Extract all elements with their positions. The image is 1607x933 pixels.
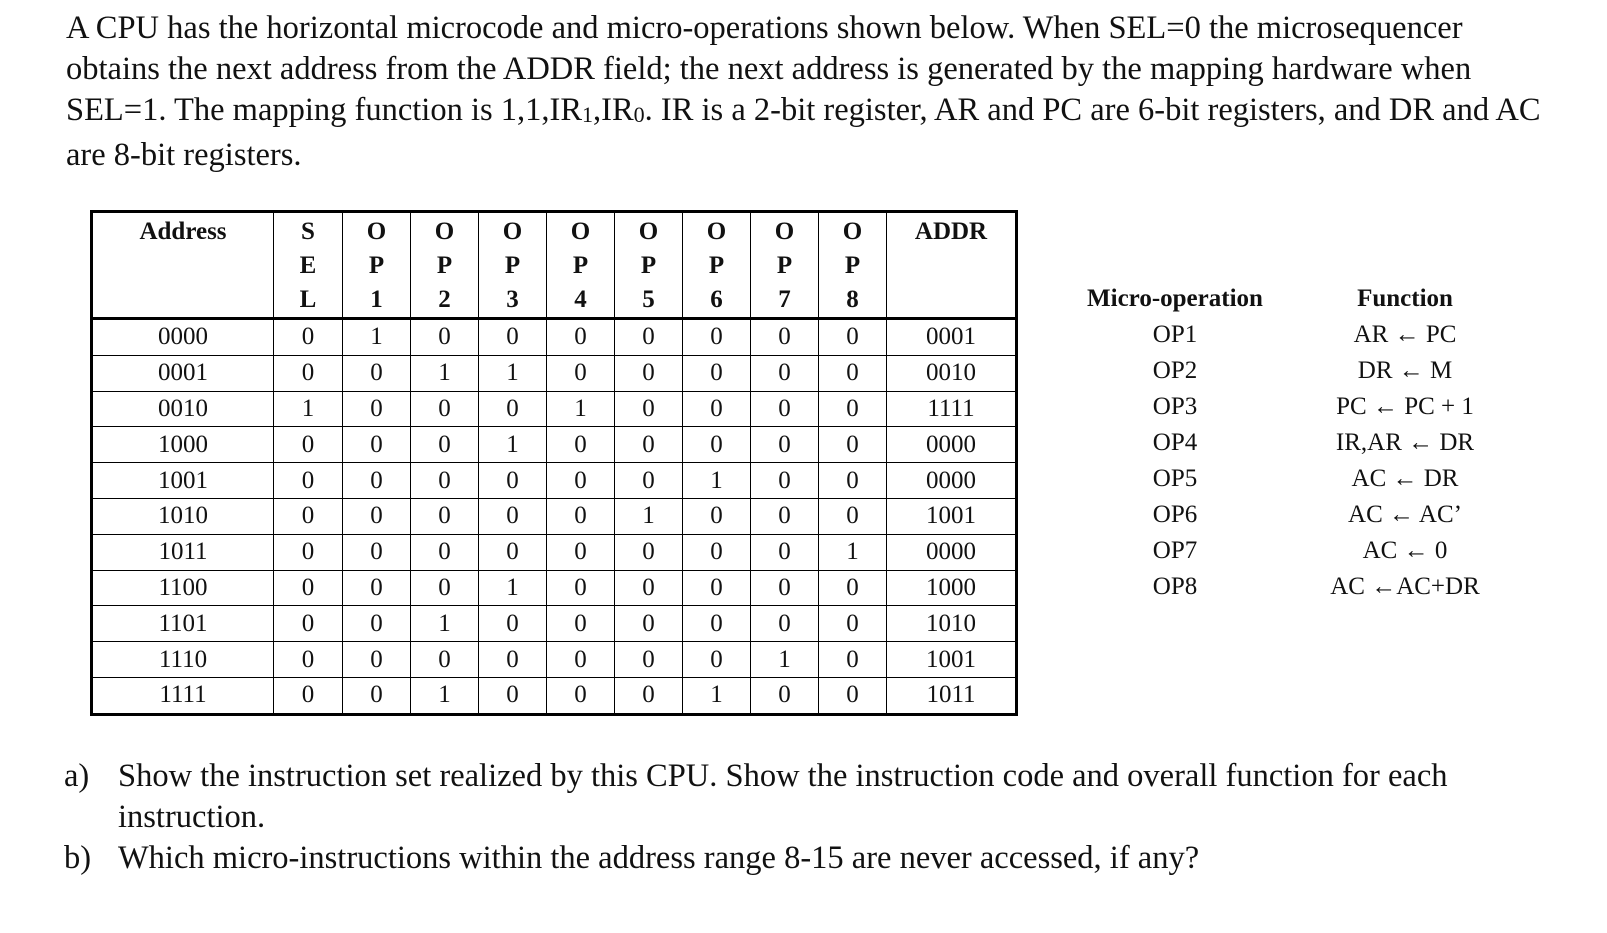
- op-bit-cell: 0: [343, 427, 411, 463]
- micro-operation-function: AC ← DR: [1351, 465, 1459, 492]
- micro-operation-name: OP2: [1152, 357, 1198, 384]
- op-header-number: 2: [438, 286, 451, 313]
- op4-header: [547, 212, 615, 319]
- microcode-table: [90, 210, 1018, 716]
- op-bit-cell: 0: [411, 391, 479, 427]
- micro-operation-name: OP6: [1152, 501, 1198, 528]
- op-bit-cell: 0: [751, 677, 819, 714]
- op-bit-cell: 0: [547, 319, 615, 356]
- address-cell: 1101: [92, 606, 274, 642]
- sel-cell: 0: [274, 498, 343, 534]
- op-bit-cell: 0: [683, 427, 751, 463]
- op-bit-cell: 0: [411, 319, 479, 356]
- micro-operation-name: OP8: [1152, 573, 1198, 600]
- micro-operation-row: [1068, 317, 1528, 353]
- op-bit-cell: 0: [615, 355, 683, 391]
- op-bit-cell: 0: [751, 534, 819, 570]
- op-bit-cell: 0: [683, 534, 751, 570]
- op-bit-cell: 0: [411, 534, 479, 570]
- op-bit-cell: 1: [683, 677, 751, 714]
- op-bit-cell: 0: [547, 642, 615, 678]
- ir1-subscript: 1: [582, 102, 594, 127]
- op-bit-cell: 0: [683, 498, 751, 534]
- op-header-number: 4: [574, 286, 587, 313]
- op-header-number: 7: [778, 286, 791, 313]
- op-bit-cell: 0: [479, 391, 547, 427]
- op-bit-cell: 0: [819, 570, 887, 606]
- address-cell: 0010: [92, 391, 274, 427]
- op-bit-cell: 0: [615, 534, 683, 570]
- op-bit-cell: 0: [751, 319, 819, 356]
- address-cell: 1010: [92, 498, 274, 534]
- micro-operation-name: OP4: [1152, 429, 1198, 456]
- op-bit-cell: 1: [819, 534, 887, 570]
- op-bit-cell: 0: [615, 427, 683, 463]
- sel-cell: 0: [274, 319, 343, 356]
- op-bit-cell: 0: [411, 570, 479, 606]
- op-bit-cell: 0: [343, 606, 411, 642]
- op5-header: [615, 212, 683, 319]
- op-bit-cell: 1: [479, 427, 547, 463]
- microcode-row: [92, 463, 1017, 499]
- op-bit-cell: 0: [411, 463, 479, 499]
- op-bit-cell: 0: [343, 498, 411, 534]
- op-bit-cell: 0: [343, 355, 411, 391]
- micro-operation-row: [1068, 425, 1528, 461]
- address-cell: 1001: [92, 463, 274, 499]
- microcode-row: [92, 677, 1017, 714]
- op-bit-cell: 1: [411, 355, 479, 391]
- op-bit-cell: 0: [819, 498, 887, 534]
- op-bit-cell: 0: [547, 427, 615, 463]
- addr-header: ADDR: [887, 212, 1017, 319]
- op-bit-cell: 0: [615, 463, 683, 499]
- op-header-letter: P: [640, 252, 657, 279]
- microcode-row: [92, 498, 1017, 534]
- op-bit-cell: 0: [411, 642, 479, 678]
- op-bit-cell: 0: [615, 677, 683, 714]
- questions: [64, 756, 1544, 879]
- op-bit-cell: 0: [819, 427, 887, 463]
- op6-header: [683, 212, 751, 319]
- op-bit-cell: 0: [683, 570, 751, 606]
- op-bit-cell: 0: [479, 463, 547, 499]
- statement-text-end: . IR is a 2-bit register, AR and PC are 6-bit registers, and DR and AC are 8-bit registers.: [66, 92, 1541, 173]
- op-bit-cell: 0: [547, 570, 615, 606]
- address-cell: 1100: [92, 570, 274, 606]
- op-bit-cell: 0: [547, 534, 615, 570]
- op-bit-cell: 0: [751, 391, 819, 427]
- op-bit-cell: 0: [547, 463, 615, 499]
- next-addr-cell: 1001: [887, 642, 1017, 678]
- op-header-letter: O: [706, 218, 727, 245]
- next-addr-cell: 0000: [887, 534, 1017, 570]
- op-bit-cell: 0: [343, 677, 411, 714]
- op-bit-cell: 0: [547, 606, 615, 642]
- op-header-letter: P: [504, 252, 521, 279]
- micro-operation-row: [1068, 533, 1528, 569]
- question-label: a): [64, 758, 90, 794]
- sel-cell: 0: [274, 355, 343, 391]
- op-header-letter: O: [774, 218, 795, 245]
- statement-text: A CPU has the horizontal microcode and micro-operations shown below. When SEL=0 the microsequencer obtains the next address from the ADDR field; the next address is generated by the mapping hardware when SEL=1. The mapping function is 1,1,IR: [66, 10, 1472, 128]
- op-bit-cell: 1: [683, 463, 751, 499]
- op-header-letter: O: [842, 218, 863, 245]
- next-addr-cell: 0000: [887, 463, 1017, 499]
- sel-cell: 0: [274, 570, 343, 606]
- op-header-letter: O: [366, 218, 387, 245]
- next-addr-cell: 1111: [887, 391, 1017, 427]
- microcode-row: [92, 427, 1017, 463]
- sel-cell: 0: [274, 534, 343, 570]
- op-bit-cell: 0: [411, 427, 479, 463]
- op-bit-cell: 0: [751, 355, 819, 391]
- address-cell: 1011: [92, 534, 274, 570]
- address-cell: 1111: [92, 677, 274, 714]
- op-header-number: 6: [710, 286, 723, 313]
- op-header-letter: O: [502, 218, 523, 245]
- op-bit-cell: 1: [479, 570, 547, 606]
- op1-header: [343, 212, 411, 319]
- op-bit-cell: 0: [343, 534, 411, 570]
- op-bit-cell: 0: [683, 391, 751, 427]
- micro-operation-row: [1068, 461, 1528, 497]
- sel-header-l: L: [299, 286, 317, 313]
- op-header-number: 8: [846, 286, 859, 313]
- op8-header: [819, 212, 887, 319]
- op-bit-cell: 0: [479, 606, 547, 642]
- micro-operation-header: [1068, 281, 1528, 317]
- op7-header: [751, 212, 819, 319]
- op-bit-cell: 0: [683, 606, 751, 642]
- micro-operation-row: [1068, 353, 1528, 389]
- microcode-header-row: [92, 212, 1017, 319]
- address-cell: 1110: [92, 642, 274, 678]
- op3-header: [479, 212, 547, 319]
- op-bit-cell: 0: [343, 642, 411, 678]
- op-bit-cell: 0: [343, 463, 411, 499]
- op-bit-cell: 0: [615, 570, 683, 606]
- microcode-row: [92, 355, 1017, 391]
- op-bit-cell: 0: [683, 319, 751, 356]
- question-label: b): [64, 840, 92, 876]
- microcode-row: [92, 391, 1017, 427]
- micro-operation-function: AC ← AC’: [1348, 501, 1462, 528]
- micro-operation-name: OP7: [1152, 537, 1198, 564]
- op-bit-cell: 1: [411, 677, 479, 714]
- op-header-letter: P: [708, 252, 725, 279]
- sel-header-s: S: [301, 218, 315, 245]
- op-bit-cell: 0: [615, 319, 683, 356]
- micro-operation-function: PC ← PC + 1: [1336, 393, 1474, 420]
- microcode-row: [92, 319, 1017, 356]
- question-b: [64, 838, 1544, 879]
- op-bit-cell: 0: [479, 642, 547, 678]
- op-header-letter: O: [570, 218, 591, 245]
- op-bit-cell: 0: [547, 498, 615, 534]
- next-addr-cell: 1011: [887, 677, 1017, 714]
- microcode-row: [92, 570, 1017, 606]
- micro-operation-function: AC ←AC+DR: [1330, 573, 1480, 600]
- op-bit-cell: 0: [819, 642, 887, 678]
- op-bit-cell: 0: [751, 427, 819, 463]
- op-header-letter: O: [638, 218, 659, 245]
- op-header-letter: P: [776, 252, 793, 279]
- op-bit-cell: 0: [547, 355, 615, 391]
- micro-operation-table: [1068, 281, 1528, 605]
- question-text: Show the instruction set realized by this CPU. Show the instruction code and overall function for each instruction.: [118, 758, 1448, 835]
- op-bit-cell: 0: [819, 319, 887, 356]
- sel-cell: 0: [274, 463, 343, 499]
- microcode-row: [92, 642, 1017, 678]
- op-bit-cell: 0: [683, 355, 751, 391]
- op-bit-cell: 0: [751, 570, 819, 606]
- micro-operation-list: [1068, 317, 1528, 605]
- op-bit-cell: 0: [547, 677, 615, 714]
- micro-operation-row: [1068, 569, 1528, 605]
- op-bit-cell: 0: [751, 498, 819, 534]
- address-cell: 0000: [158, 323, 208, 351]
- statement-ir0: ,IR: [593, 92, 634, 128]
- function-header-label: Function: [1357, 285, 1453, 312]
- next-addr-cell: 1000: [887, 570, 1017, 606]
- microcode-row: [92, 606, 1017, 642]
- next-addr-cell: 0000: [887, 427, 1017, 463]
- op-bit-cell: 1: [751, 642, 819, 678]
- op-header-letter: P: [844, 252, 861, 279]
- op-bit-cell: 0: [751, 606, 819, 642]
- op-bit-cell: 0: [819, 355, 887, 391]
- op-bit-cell: 0: [615, 391, 683, 427]
- op-bit-cell: 0: [751, 463, 819, 499]
- op-header-letter: P: [572, 252, 589, 279]
- next-addr-cell: 0010: [887, 355, 1017, 391]
- micro-operation-function: AR ← PC: [1353, 321, 1457, 348]
- op-bit-cell: 1: [615, 498, 683, 534]
- micro-operation-function: IR,AR ← DR: [1335, 429, 1475, 456]
- ir0-subscript: 0: [633, 102, 645, 127]
- sel-cell: 0: [274, 427, 343, 463]
- op-bit-cell: 0: [479, 677, 547, 714]
- micro-operation-function: DR ← M: [1357, 357, 1453, 384]
- micro-operation-name: OP1: [1152, 321, 1198, 348]
- op-bit-cell: 1: [547, 391, 615, 427]
- micro-operation-row: [1068, 497, 1528, 533]
- op-bit-cell: 0: [411, 498, 479, 534]
- sel-cell: 0: [274, 677, 343, 714]
- op-bit-cell: 1: [343, 319, 411, 356]
- op-bit-cell: 1: [479, 355, 547, 391]
- sel-cell: 0: [274, 606, 343, 642]
- address-header: Address: [139, 218, 227, 245]
- op-bit-cell: 0: [683, 642, 751, 678]
- question-text: Which micro-instructions within the address range 8-15 are never accessed, if any?: [118, 840, 1200, 876]
- micro-operation-header-label: Micro-operation: [1087, 285, 1263, 312]
- problem-statement: [66, 8, 1546, 176]
- op-bit-cell: 0: [819, 463, 887, 499]
- op-bit-cell: 0: [615, 642, 683, 678]
- op-bit-cell: 0: [479, 534, 547, 570]
- op-bit-cell: 0: [819, 391, 887, 427]
- question-a: [64, 756, 1544, 838]
- op-bit-cell: 1: [411, 606, 479, 642]
- op-bit-cell: 0: [343, 570, 411, 606]
- op-bit-cell: 0: [479, 498, 547, 534]
- op2-header: [411, 212, 479, 319]
- sel-header-e: E: [299, 252, 317, 279]
- next-addr-cell: 1001: [887, 498, 1017, 534]
- op-bit-cell: 0: [615, 606, 683, 642]
- next-addr-cell: 1010: [887, 606, 1017, 642]
- sel-cell: 0: [274, 642, 343, 678]
- micro-operation-name: OP5: [1152, 465, 1198, 492]
- microcode-row: [92, 534, 1017, 570]
- address-cell: 1000: [92, 427, 274, 463]
- op-header-letter: P: [368, 252, 385, 279]
- micro-operation-row: [1068, 389, 1528, 425]
- sel-header: [274, 212, 343, 319]
- op-header-number: 1: [370, 286, 383, 313]
- op-bit-cell: 0: [343, 391, 411, 427]
- micro-operation-function: AC ← 0: [1362, 537, 1448, 564]
- op-bit-cell: 0: [819, 677, 887, 714]
- op-bit-cell: 0: [819, 606, 887, 642]
- sel-cell: 1: [274, 391, 343, 427]
- address-cell: 0001: [92, 355, 274, 391]
- op-header-letter: O: [434, 218, 455, 245]
- op-header-letter: P: [436, 252, 453, 279]
- micro-operation-name: OP3: [1152, 393, 1198, 420]
- next-addr-cell: 0001: [887, 319, 1017, 356]
- op-bit-cell: 0: [479, 319, 547, 356]
- op-header-number: 3: [506, 286, 519, 313]
- microcode-body: [92, 319, 1017, 715]
- op-header-number: 5: [642, 286, 655, 313]
